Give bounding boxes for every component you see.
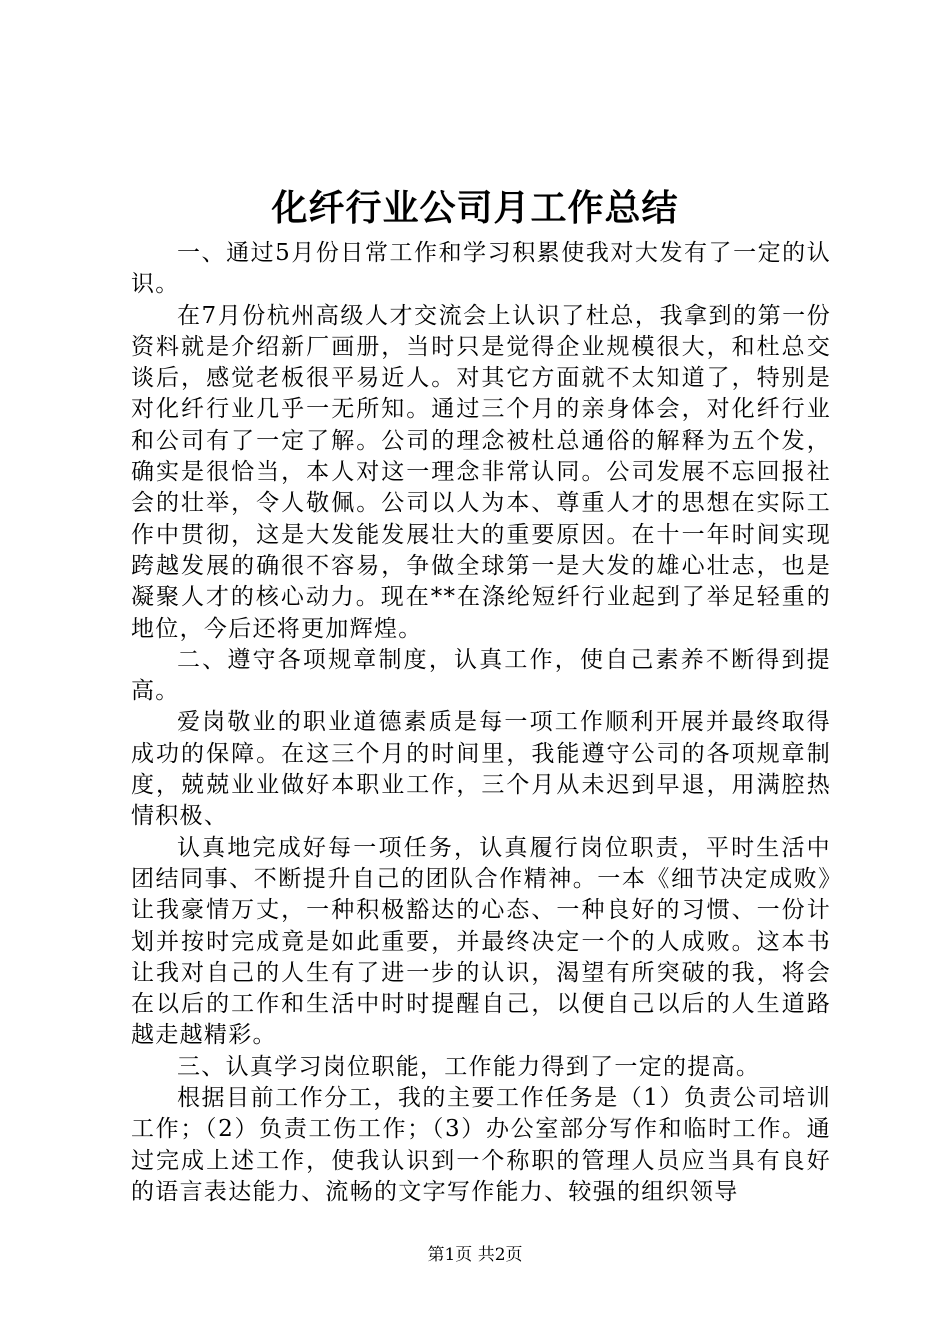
paragraph-tasks-reflection: 认真地完成好每一项任务，认真履行岗位职责，平时生活中团结同事、不断提升自己的团队合作精神。一本《细节决定成败》让我豪情万丈，一种积极豁达的心态、一种良好的习惯、一份计划并按时完成竟是如此重要，并最终决定一个的人成败。这本书让我对自己的人生有了进一步的认识，渴望有所突破的我，将会在以后的工作和生活中时时提醒自己，以便自己以后的人生道路越走越精彩。 [131,834,831,1049]
paragraph-company-impression: 在7月份杭州高级人才交流会上认识了杜总，我拿到的第一份资料就是介绍新厂画册，当时只是觉得企业规模很大，和杜总交谈后，感觉老板很平易近人。对其它方面就不太知道了，特别是对化纤行业几乎一无所知。通过三个月的亲身体会，对化纤行业和公司有了一定了解。公司的理念被杜总通俗的解释为五个发，确实是很恰当，本人对这一理念非常认同。公司发展不忘回报社会的壮举，令人敬佩。公司以人为本、尊重人才的思想在实际工作中贯彻，这是大发能发展壮大的重要原因。在十一年时间实现跨越发展的确很不容易，争做全球第一是大发的雄心壮志，也是凝聚人才的核心动力。现在**在涤纶短纤行业起到了举足轻重的地位，今后还将更加辉煌。 [131,302,831,642]
document-body [131,238,831,1208]
paragraph-section-two-heading: 二、遵守各项规章制度，认真工作，使自己素养不断得到提高。 [131,646,831,705]
paragraph-work-ethic: 爱岗敬业的职业道德素质是每一项工作顺利开展并最终取得成功的保障。在这三个月的时间里，我能遵守公司的各项规章制度，兢兢业业做好本职业工作，三个月从未迟到早退，用满腔热情积极、 [131,709,831,830]
page-number-footer: 第1页 共2页 [427,1245,523,1265]
paragraph-job-duties: 根据目前工作分工，我的主要工作任务是（1）负责公司培训工作；（2）负责工伤工作；（3）办公室部分写作和临时工作。通过完成上述工作，使我认识到一个称职的管理人员应当具有良好的语言表达能力、流畅的文字写作能力、较强的组织领导 [131,1085,831,1205]
paragraph-section-one-heading: 一、通过5月份日常工作和学习积累使我对大发有了一定的认识。 [131,240,831,298]
paragraph-section-three-heading: 三、认真学习岗位职能，工作能力得到了一定的提高。 [177,1053,761,1080]
document-title: 化纤行业公司月工作总结 [271,187,679,229]
